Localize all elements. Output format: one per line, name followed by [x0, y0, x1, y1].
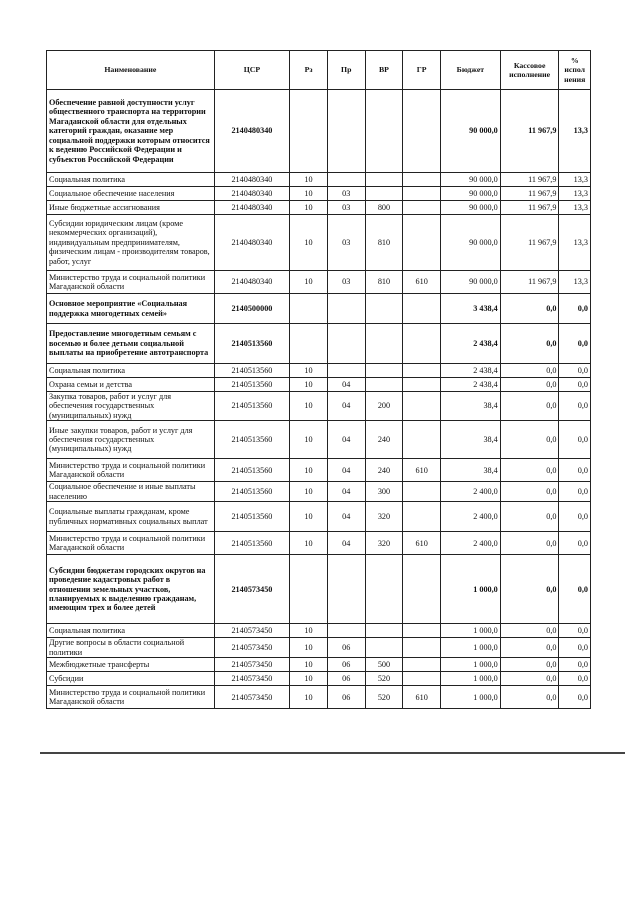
table-header-row: [47, 51, 591, 90]
table-row: [47, 421, 591, 459]
table-row: [47, 364, 591, 378]
cell-cash: 0,0: [500, 482, 559, 502]
table-row: [47, 271, 591, 294]
cell-vr: [365, 294, 403, 324]
cell-budget: 2 400,0: [441, 502, 501, 532]
table-row: [47, 392, 591, 421]
cell-pr: 06: [327, 638, 365, 658]
cell-cash: 0,0: [500, 638, 559, 658]
table-row: [47, 624, 591, 638]
cell-cash: 11 967,9: [500, 187, 559, 201]
cell-budget: 1 000,0: [441, 555, 501, 624]
cell-vr: 320: [365, 532, 403, 555]
cell-csr: 2140513560: [214, 482, 289, 502]
cell-cash: 0,0: [500, 421, 559, 459]
cell-rz: 10: [290, 459, 328, 482]
cell-budget: 90 000,0: [441, 215, 501, 271]
table-body: [47, 90, 591, 709]
cell-name: Обеспечение равной доступности услуг общественного транспорта на территории Магаданской области для отдельных категорий граждан, оказание мер социальной поддержки которым относится к ведению Российской Федерации и субъектов Российской Федерации: [47, 90, 215, 173]
cell-rz: 10: [290, 532, 328, 555]
cell-name: Социальная политика: [47, 173, 215, 187]
table-row: [47, 532, 591, 555]
table-row: [47, 90, 591, 173]
cell-gr: [403, 624, 441, 638]
cell-name: Иные бюджетные ассигнования: [47, 201, 215, 215]
cell-budget: 2 438,4: [441, 378, 501, 392]
cell-pr: [327, 624, 365, 638]
header-rz: Рз: [290, 51, 328, 90]
cell-rz: 10: [290, 392, 328, 421]
cell-vr: [365, 90, 403, 173]
cell-vr: 500: [365, 658, 403, 672]
cell-pct: 0,0: [559, 364, 591, 378]
cell-gr: [403, 364, 441, 378]
cell-csr: 2140513560: [214, 459, 289, 482]
cell-csr: 2140480340: [214, 201, 289, 215]
cell-cash: 11 967,9: [500, 90, 559, 173]
cell-rz: 10: [290, 364, 328, 378]
cell-name: Субсидии юридическим лицам (кроме некоммерческих организаций), индивидуальным предпринимателям, физическим лицам - производителям товаров, работ, услуг: [47, 215, 215, 271]
cell-vr: [365, 638, 403, 658]
cell-pr: 03: [327, 271, 365, 294]
cell-cash: 0,0: [500, 672, 559, 686]
cell-pct: 13,3: [559, 215, 591, 271]
cell-csr: 2140480340: [214, 271, 289, 294]
cell-name: Иные закупки товаров, работ и услуг для обеспечения государственных (муниципальных) нужд: [47, 421, 215, 459]
cell-gr: [403, 392, 441, 421]
cell-pct: 0,0: [559, 482, 591, 502]
cell-pr: 04: [327, 392, 365, 421]
cell-pct: 0,0: [559, 324, 591, 364]
cell-pct: 0,0: [559, 532, 591, 555]
cell-csr: 2140513560: [214, 378, 289, 392]
cell-name: Министерство труда и социальной политики Магаданской области: [47, 532, 215, 555]
cell-rz: [290, 90, 328, 173]
cell-name: Социальная политика: [47, 624, 215, 638]
cell-pr: 04: [327, 532, 365, 555]
cell-rz: 10: [290, 482, 328, 502]
table-row: [47, 459, 591, 482]
cell-vr: [365, 555, 403, 624]
cell-budget: 3 438,4: [441, 294, 501, 324]
cell-csr: 2140513560: [214, 532, 289, 555]
cell-cash: 11 967,9: [500, 215, 559, 271]
header-cash: Кассовое исполнение: [500, 51, 559, 90]
cell-vr: 300: [365, 482, 403, 502]
cell-pr: 06: [327, 658, 365, 672]
cell-cash: 0,0: [500, 324, 559, 364]
header-vr: ВР: [365, 51, 403, 90]
header-pct: % испол нения: [559, 51, 591, 90]
cell-gr: [403, 482, 441, 502]
cell-csr: 2140513560: [214, 324, 289, 364]
cell-vr: 520: [365, 672, 403, 686]
cell-cash: 11 967,9: [500, 201, 559, 215]
cell-pct: 13,3: [559, 187, 591, 201]
cell-cash: 0,0: [500, 502, 559, 532]
cell-pr: 03: [327, 187, 365, 201]
cell-rz: [290, 294, 328, 324]
cell-name: Министерство труда и социальной политики Магаданской области: [47, 459, 215, 482]
cell-budget: 1 000,0: [441, 672, 501, 686]
cell-csr: 2140513560: [214, 421, 289, 459]
cell-gr: 610: [403, 686, 441, 709]
cell-budget: 1 000,0: [441, 658, 501, 672]
cell-name: Охрана семьи и детства: [47, 378, 215, 392]
cell-rz: 10: [290, 638, 328, 658]
cell-budget: 90 000,0: [441, 90, 501, 173]
cell-budget: 38,4: [441, 421, 501, 459]
cell-cash: 0,0: [500, 555, 559, 624]
cell-gr: [403, 187, 441, 201]
cell-rz: 10: [290, 215, 328, 271]
cell-vr: [365, 324, 403, 364]
cell-budget: 2 400,0: [441, 532, 501, 555]
table-row: [47, 173, 591, 187]
cell-vr: [365, 187, 403, 201]
cell-gr: [403, 90, 441, 173]
cell-pct: 0,0: [559, 658, 591, 672]
cell-name: Основное мероприятие «Социальная поддержка многодетных семей»: [47, 294, 215, 324]
cell-gr: 610: [403, 532, 441, 555]
table-row: [47, 187, 591, 201]
cell-pr: 03: [327, 201, 365, 215]
cell-budget: 90 000,0: [441, 173, 501, 187]
cell-gr: [403, 294, 441, 324]
cell-cash: 0,0: [500, 364, 559, 378]
cell-pct: 0,0: [559, 672, 591, 686]
cell-name: Межбюджетные трансферты: [47, 658, 215, 672]
cell-pr: 04: [327, 502, 365, 532]
cell-pct: 0,0: [559, 686, 591, 709]
cell-csr: 2140480340: [214, 187, 289, 201]
cell-pr: 04: [327, 421, 365, 459]
cell-pct: 0,0: [559, 378, 591, 392]
cell-rz: 10: [290, 173, 328, 187]
cell-csr: 2140513560: [214, 364, 289, 378]
budget-table: [46, 50, 591, 709]
cell-vr: [365, 624, 403, 638]
cell-cash: 0,0: [500, 686, 559, 709]
cell-budget: 90 000,0: [441, 201, 501, 215]
cell-pr: 04: [327, 459, 365, 482]
table-row: [47, 555, 591, 624]
cell-csr: 2140500000: [214, 294, 289, 324]
cell-gr: 610: [403, 459, 441, 482]
cell-budget: 1 000,0: [441, 686, 501, 709]
cell-pr: [327, 173, 365, 187]
cell-pr: 06: [327, 686, 365, 709]
cell-vr: [365, 173, 403, 187]
cell-rz: 10: [290, 658, 328, 672]
cell-csr: 2140573450: [214, 658, 289, 672]
cell-name: Субсидии бюджетам городских округов на проведение кадастровых работ в отношении земельных участков, планируемых к выделению гражданам, имеющим трех и более детей: [47, 555, 215, 624]
cell-pct: 0,0: [559, 294, 591, 324]
cell-budget: 90 000,0: [441, 187, 501, 201]
cell-rz: 10: [290, 502, 328, 532]
cell-gr: [403, 201, 441, 215]
cell-name: Социальные выплаты гражданам, кроме публичных нормативных социальных выплат: [47, 502, 215, 532]
table-row: [47, 324, 591, 364]
header-gr: ГР: [403, 51, 441, 90]
cell-cash: 0,0: [500, 294, 559, 324]
cell-gr: [403, 173, 441, 187]
cell-csr: 2140480340: [214, 90, 289, 173]
footer-divider: [40, 752, 625, 754]
cell-pct: 0,0: [559, 638, 591, 658]
cell-pr: 04: [327, 482, 365, 502]
cell-pct: 0,0: [559, 555, 591, 624]
cell-gr: [403, 421, 441, 459]
cell-vr: 800: [365, 201, 403, 215]
cell-csr: 2140480340: [214, 173, 289, 187]
cell-budget: 90 000,0: [441, 271, 501, 294]
cell-rz: [290, 555, 328, 624]
cell-budget: 38,4: [441, 392, 501, 421]
cell-cash: 11 967,9: [500, 271, 559, 294]
table-row: [47, 502, 591, 532]
cell-gr: [403, 324, 441, 364]
cell-csr: 2140573450: [214, 624, 289, 638]
table-row: [47, 201, 591, 215]
cell-csr: 2140573450: [214, 672, 289, 686]
cell-rz: [290, 324, 328, 364]
cell-gr: [403, 502, 441, 532]
cell-pr: [327, 324, 365, 364]
cell-budget: 2 438,4: [441, 324, 501, 364]
cell-rz: 10: [290, 624, 328, 638]
cell-csr: 2140573450: [214, 555, 289, 624]
cell-pr: 06: [327, 672, 365, 686]
cell-vr: 810: [365, 271, 403, 294]
cell-csr: 2140573450: [214, 686, 289, 709]
cell-cash: 0,0: [500, 658, 559, 672]
cell-vr: 240: [365, 459, 403, 482]
cell-gr: [403, 672, 441, 686]
cell-cash: 0,0: [500, 378, 559, 392]
cell-rz: 10: [290, 421, 328, 459]
cell-pct: 13,3: [559, 173, 591, 187]
cell-cash: 11 967,9: [500, 173, 559, 187]
cell-name: Министерство труда и социальной политики Магаданской области: [47, 271, 215, 294]
header-budget: Бюджет: [441, 51, 501, 90]
table-row: [47, 638, 591, 658]
cell-gr: [403, 555, 441, 624]
cell-budget: 2 400,0: [441, 482, 501, 502]
cell-gr: [403, 215, 441, 271]
cell-pct: 0,0: [559, 502, 591, 532]
cell-name: Другие вопросы в области социальной политики: [47, 638, 215, 658]
header-name: Наименование: [47, 51, 215, 90]
cell-pct: 0,0: [559, 421, 591, 459]
cell-vr: 200: [365, 392, 403, 421]
cell-gr: [403, 658, 441, 672]
table-row: [47, 294, 591, 324]
cell-pct: 13,3: [559, 90, 591, 173]
cell-name: Закупка товаров, работ и услуг для обеспечения государственных (муниципальных) нужд: [47, 392, 215, 421]
cell-cash: 0,0: [500, 624, 559, 638]
cell-budget: 1 000,0: [441, 638, 501, 658]
cell-name: Социальное обеспечение населения: [47, 187, 215, 201]
cell-name: Социальная политика: [47, 364, 215, 378]
table-row: [47, 672, 591, 686]
cell-rz: 10: [290, 686, 328, 709]
cell-name: Министерство труда и социальной политики Магаданской области: [47, 686, 215, 709]
cell-csr: 2140573450: [214, 638, 289, 658]
cell-vr: 810: [365, 215, 403, 271]
cell-vr: 240: [365, 421, 403, 459]
cell-budget: 38,4: [441, 459, 501, 482]
cell-csr: 2140513560: [214, 502, 289, 532]
cell-gr: 610: [403, 271, 441, 294]
cell-rz: 10: [290, 271, 328, 294]
cell-pr: [327, 294, 365, 324]
cell-gr: [403, 638, 441, 658]
table-row: [47, 378, 591, 392]
header-csr: ЦСР: [214, 51, 289, 90]
header-pr: Пр: [327, 51, 365, 90]
cell-vr: 520: [365, 686, 403, 709]
cell-pr: [327, 555, 365, 624]
table-row: [47, 658, 591, 672]
cell-name: Предоставление многодетным семьям с восемью и более детьми социальной выплаты на приобретение автотранспорта: [47, 324, 215, 364]
cell-csr: 2140513560: [214, 392, 289, 421]
cell-csr: 2140480340: [214, 215, 289, 271]
table-row: [47, 482, 591, 502]
cell-budget: 1 000,0: [441, 624, 501, 638]
cell-vr: 320: [365, 502, 403, 532]
cell-pct: 0,0: [559, 392, 591, 421]
cell-rz: 10: [290, 201, 328, 215]
cell-cash: 0,0: [500, 392, 559, 421]
table-row: [47, 686, 591, 709]
cell-budget: 2 438,4: [441, 364, 501, 378]
table-row: [47, 215, 591, 271]
cell-pr: 04: [327, 378, 365, 392]
cell-rz: 10: [290, 187, 328, 201]
cell-name: Социальное обеспечение и иные выплаты населению: [47, 482, 215, 502]
cell-gr: [403, 378, 441, 392]
cell-pr: 03: [327, 215, 365, 271]
cell-pr: [327, 90, 365, 173]
cell-cash: 0,0: [500, 532, 559, 555]
cell-rz: 10: [290, 378, 328, 392]
cell-cash: 0,0: [500, 459, 559, 482]
cell-pct: 13,3: [559, 201, 591, 215]
cell-pct: 0,0: [559, 459, 591, 482]
cell-pct: 13,3: [559, 271, 591, 294]
cell-pct: 0,0: [559, 624, 591, 638]
cell-pr: [327, 364, 365, 378]
cell-name: Субсидии: [47, 672, 215, 686]
cell-vr: [365, 378, 403, 392]
cell-vr: [365, 364, 403, 378]
cell-rz: 10: [290, 672, 328, 686]
